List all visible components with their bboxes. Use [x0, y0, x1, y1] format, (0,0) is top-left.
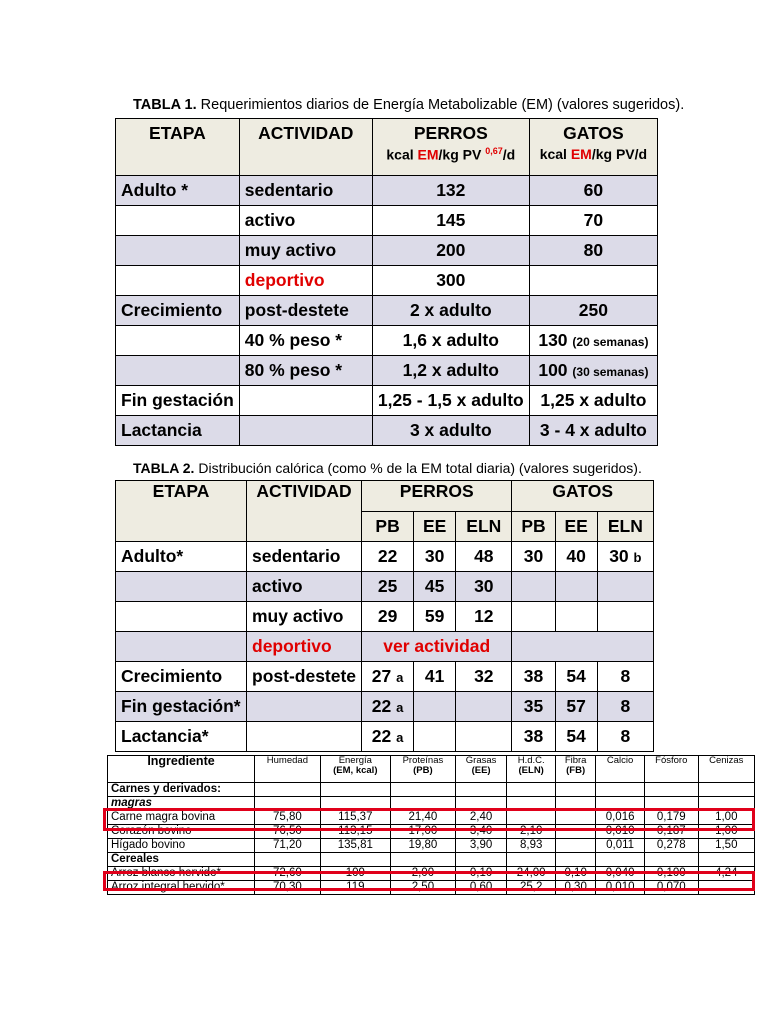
t3-header-ingrediente: Ingrediente — [108, 756, 255, 783]
t3-header-energia — [320, 756, 390, 783]
table2-caption — [133, 460, 642, 476]
t2-perros-pb — [362, 662, 414, 692]
unit-text: kcal — [539, 146, 571, 162]
t3-cell: 1,50 — [698, 839, 754, 853]
table-row — [116, 542, 654, 572]
value: 27 — [371, 666, 397, 686]
t3-header-fosforo: Fósforo — [645, 756, 699, 783]
value: 22 — [371, 726, 397, 746]
t2-perros-eln: 30 — [456, 572, 512, 602]
unit-text: /d — [502, 146, 516, 163]
t3-ingredient-name: Corazón bovino — [108, 825, 255, 839]
t3-cell: 135,81 — [320, 839, 390, 853]
table-row — [116, 722, 654, 752]
t2-header-perros-pb: PB — [362, 512, 414, 542]
table-row — [108, 783, 755, 797]
t3-cell: 0,010 — [596, 825, 645, 839]
t2-actividad: activo — [247, 572, 362, 602]
unit-exponent: 0,67 — [485, 146, 503, 156]
unit-em: EM — [417, 146, 439, 163]
t1-gatos-value: 100 — [538, 360, 573, 380]
t1-perros: 1,2 x adulto — [372, 356, 529, 386]
t3-header-cenizas: Cenizas — [698, 756, 754, 783]
t1-perros: 1,6 x adulto — [372, 326, 529, 356]
t1-header-gatos-title: GATOS — [563, 123, 624, 143]
note: a — [396, 730, 404, 745]
t3-header-grasas — [455, 756, 506, 783]
t1-perros: 300 — [372, 266, 529, 296]
table-row — [116, 206, 658, 236]
sub: (EE) — [471, 765, 491, 776]
t2-etapa: Crecimiento — [116, 662, 247, 692]
value: 30 — [609, 546, 634, 566]
t3-cell: 2,50 — [390, 881, 455, 895]
t3-cell: 1,00 — [698, 811, 754, 825]
t1-header-actividad: ACTIVIDAD — [239, 119, 372, 176]
t2-perros-ee: 41 — [414, 662, 456, 692]
table-row — [116, 266, 658, 296]
t3-cell: 2,00 — [390, 867, 455, 881]
t2-deportivo-note: ver actividad — [362, 632, 512, 662]
t3-cell: 3,40 — [455, 825, 506, 839]
t3-cell: 0,016 — [596, 811, 645, 825]
t2-header-gatos: GATOS — [512, 481, 654, 512]
t2-perros-eln — [456, 722, 512, 752]
t3-cell: 71,20 — [255, 839, 321, 853]
t2-perros-eln: 32 — [456, 662, 512, 692]
note: a — [396, 670, 404, 685]
t3-cell: 2,40 — [455, 811, 506, 825]
t2-perros-ee: 45 — [414, 572, 456, 602]
t3-cell: 0,278 — [645, 839, 699, 853]
table2-caloric-distribution — [115, 480, 654, 752]
t3-cell: 109 — [320, 867, 390, 881]
sub: (FB) — [566, 765, 586, 776]
table-row — [116, 326, 658, 356]
t2-etapa: Lactancia* — [116, 722, 247, 752]
t3-cell: 0,100 — [645, 867, 699, 881]
t3-ingredient-name: Hígado bovino — [108, 839, 255, 853]
t3-cell: 2,10 — [507, 825, 556, 839]
t3-cell: 24,00 — [507, 867, 556, 881]
t2-header-gatos-pb: PB — [512, 512, 555, 542]
t1-etapa — [116, 266, 240, 296]
t1-etapa — [116, 326, 240, 356]
t1-actividad: deportivo — [239, 266, 372, 296]
t2-gatos-empty — [512, 632, 654, 662]
t2-gatos-ee: 54 — [555, 722, 597, 752]
t2-gatos-eln: 8 — [597, 692, 653, 722]
unit-text: kcal — [386, 146, 418, 163]
table1-caption-label: TABLA 1. — [133, 97, 197, 113]
t3-cell: 0,30 — [556, 881, 596, 895]
t3-cell — [556, 839, 596, 853]
t1-perros: 145 — [372, 206, 529, 236]
table1-caption — [133, 97, 684, 113]
t1-etapa: Adulto * — [116, 176, 240, 206]
t1-perros: 2 x adulto — [372, 296, 529, 326]
label: H.d.C. — [517, 755, 545, 766]
t2-actividad: sedentario — [247, 542, 362, 572]
t3-cell: 75,80 — [255, 811, 321, 825]
t3-cell: 115,37 — [320, 811, 390, 825]
t1-header-perros-title: PERROS — [413, 123, 488, 143]
t1-perros: 132 — [372, 176, 529, 206]
t2-perros-pb: 25 — [362, 572, 414, 602]
t2-perros-eln: 12 — [456, 602, 512, 632]
t2-header-gatos-ee: EE — [555, 512, 597, 542]
t3-ingredient-name: Carne magra bovina — [108, 811, 255, 825]
unit-em: EM — [570, 146, 592, 162]
highlight-arroz-blanco-hervido — [103, 871, 755, 891]
table-row — [116, 602, 654, 632]
t3-header-humedad: Humedad — [255, 756, 321, 783]
t1-gatos-note: (20 semanas) — [572, 335, 649, 349]
t2-etapa: Fin gestación* — [116, 692, 247, 722]
unit-text: /kg PV/d — [591, 146, 648, 162]
t3-ingredient-name: Arroz integral hervido* — [108, 881, 255, 895]
table-row — [108, 839, 755, 853]
label: Grasas — [465, 755, 497, 766]
t3-cell: 113,15 — [320, 825, 390, 839]
t2-actividad: muy activo — [247, 602, 362, 632]
t2-gatos-eln: 8 — [597, 722, 653, 752]
t2-gatos-eln — [597, 572, 653, 602]
t2-perros-pb: 29 — [362, 602, 414, 632]
t1-actividad — [239, 386, 372, 416]
t3-ingredient-name: Arroz blanco hervido* — [108, 867, 255, 881]
t1-gatos-note: (30 semanas) — [572, 365, 649, 379]
highlight-carne-magra-bovina — [103, 808, 755, 831]
note: a — [396, 700, 404, 715]
t2-perros-ee: 30 — [414, 542, 456, 572]
t1-etapa — [116, 356, 240, 386]
t3-cell: 0,10 — [455, 867, 506, 881]
t1-etapa — [116, 236, 240, 266]
sub: (EM, kcal) — [333, 765, 378, 776]
label: Energía — [338, 755, 372, 766]
t2-actividad — [247, 722, 362, 752]
t2-header-perros-ee: EE — [414, 512, 456, 542]
t1-etapa — [116, 206, 240, 236]
t3-header-hdc — [507, 756, 556, 783]
t3-cell: 17,00 — [390, 825, 455, 839]
t3-cell: 119 — [320, 881, 390, 895]
table1-caption-text: Requerimientos diarios de Energía Metabolizable (EM) (valores sugeridos). — [196, 97, 685, 113]
t2-perros-pb — [362, 722, 414, 752]
t3-cell: 70,30 — [255, 881, 321, 895]
t2-etapa — [116, 602, 247, 632]
t2-perros-ee — [414, 692, 456, 722]
t2-etapa: Adulto* — [116, 542, 247, 572]
t2-etapa — [116, 632, 247, 662]
t2-header-perros: PERROS — [362, 481, 512, 512]
t3-cell: 0,040 — [596, 867, 645, 881]
t2-gatos-pb — [512, 572, 555, 602]
t2-gatos-pb: 35 — [512, 692, 555, 722]
table2-caption-label: TABLA 2. — [133, 460, 195, 476]
t3-cell: 0,10 — [556, 867, 596, 881]
t3-category: Cereales — [108, 853, 255, 867]
t1-gatos: 1,25 x adulto — [529, 386, 657, 416]
t2-etapa — [116, 572, 247, 602]
table-row — [116, 236, 658, 266]
t2-gatos-pb: 38 — [512, 662, 555, 692]
t2-gatos-ee — [555, 572, 597, 602]
t1-header-etapa: ETAPA — [116, 119, 240, 176]
t1-perros: 1,25 - 1,5 x adulto — [372, 386, 529, 416]
table2-caption-text: Distribución calórica (como % de la EM total diaria) (valores sugeridos). — [194, 460, 642, 476]
t3-cell: 0,60 — [455, 881, 506, 895]
t2-perros-pb — [362, 692, 414, 722]
t1-perros: 200 — [372, 236, 529, 266]
t2-actividad — [247, 692, 362, 722]
t3-cell: 25,2 — [507, 881, 556, 895]
t3-header-fibra — [556, 756, 596, 783]
t2-actividad: deportivo — [247, 632, 362, 662]
t1-header-perros-unit — [378, 146, 524, 163]
t2-gatos-pb: 38 — [512, 722, 555, 752]
unit-text: /kg PV — [438, 146, 486, 163]
t3-cell: 0,187 — [645, 825, 699, 839]
t3-cell: 8,93 — [507, 839, 556, 853]
t3-category: Carnes y derivados: — [108, 783, 255, 797]
t1-gatos — [529, 266, 657, 296]
t3-cell: 19,80 — [390, 839, 455, 853]
t1-gatos — [529, 326, 657, 356]
t1-gatos: 60 — [529, 176, 657, 206]
table1-energy-requirements — [115, 118, 658, 446]
t2-header-perros-eln: ELN — [456, 512, 512, 542]
t3-subcategory: magras — [108, 797, 255, 811]
t2-perros-eln: 48 — [456, 542, 512, 572]
table-row — [116, 662, 654, 692]
table-row — [116, 356, 658, 386]
t1-actividad: 40 % peso * — [239, 326, 372, 356]
t2-gatos-eln — [597, 542, 653, 572]
sub: (ELN) — [518, 765, 544, 776]
t3-cell: 0,011 — [596, 839, 645, 853]
t2-header-etapa: ETAPA — [116, 481, 247, 542]
t1-actividad — [239, 416, 372, 446]
t2-perros-ee — [414, 722, 456, 752]
t3-cell: 1,00 — [698, 825, 754, 839]
label: Fibra — [564, 755, 587, 766]
t2-gatos-pb: 30 — [512, 542, 555, 572]
t1-actividad: sedentario — [239, 176, 372, 206]
t3-cell: 76,50 — [255, 825, 321, 839]
t1-actividad: activo — [239, 206, 372, 236]
t2-gatos-ee: 57 — [555, 692, 597, 722]
t1-gatos — [529, 356, 657, 386]
t2-gatos-eln — [597, 602, 653, 632]
t3-cell: 0,179 — [645, 811, 699, 825]
t3-header-calcio: Calcio — [596, 756, 645, 783]
t1-header-perros — [372, 119, 529, 176]
t3-cell: 0,070 — [645, 881, 699, 895]
t1-gatos: 70 — [529, 206, 657, 236]
table-row — [116, 416, 658, 446]
t3-cell: 4,24 — [698, 867, 754, 881]
table-row — [116, 296, 658, 326]
t1-header-gatos-unit — [535, 146, 652, 162]
t1-header-gatos — [529, 119, 657, 176]
t2-perros-ee: 59 — [414, 602, 456, 632]
t2-gatos-ee — [555, 602, 597, 632]
t2-gatos-ee: 40 — [555, 542, 597, 572]
t2-actividad: post-destete — [247, 662, 362, 692]
table-row — [116, 632, 654, 662]
label: Proteínas — [402, 755, 444, 766]
t2-gatos-pb — [512, 602, 555, 632]
value: 22 — [371, 696, 397, 716]
t1-actividad: 80 % peso * — [239, 356, 372, 386]
t3-cell: 72,60 — [255, 867, 321, 881]
table-row — [116, 572, 654, 602]
t1-etapa: Crecimiento — [116, 296, 240, 326]
table-row — [116, 386, 658, 416]
table-row — [116, 176, 658, 206]
t3-cell: 3,90 — [455, 839, 506, 853]
t2-gatos-eln: 8 — [597, 662, 653, 692]
t1-gatos: 80 — [529, 236, 657, 266]
t3-cell: 0,010 — [596, 881, 645, 895]
table-row — [116, 692, 654, 722]
sub: (PB) — [413, 765, 433, 776]
value: 22 — [377, 546, 398, 566]
t1-etapa: Lactancia — [116, 416, 240, 446]
t1-actividad: muy activo — [239, 236, 372, 266]
t3-header-proteinas — [390, 756, 455, 783]
table-row — [108, 853, 755, 867]
t2-perros-pb — [362, 542, 414, 572]
t3-cell: 21,40 — [390, 811, 455, 825]
t1-actividad: post-destete — [239, 296, 372, 326]
t1-gatos: 3 - 4 x adulto — [529, 416, 657, 446]
note: b — [633, 550, 642, 565]
t1-etapa: Fin gestación — [116, 386, 240, 416]
t2-gatos-ee: 54 — [555, 662, 597, 692]
t2-header-gatos-eln: ELN — [597, 512, 653, 542]
t2-header-actividad: ACTIVIDAD — [247, 481, 362, 542]
t1-gatos: 250 — [529, 296, 657, 326]
t1-gatos-value: 130 — [538, 330, 573, 350]
t2-perros-eln — [456, 692, 512, 722]
t1-perros: 3 x adulto — [372, 416, 529, 446]
